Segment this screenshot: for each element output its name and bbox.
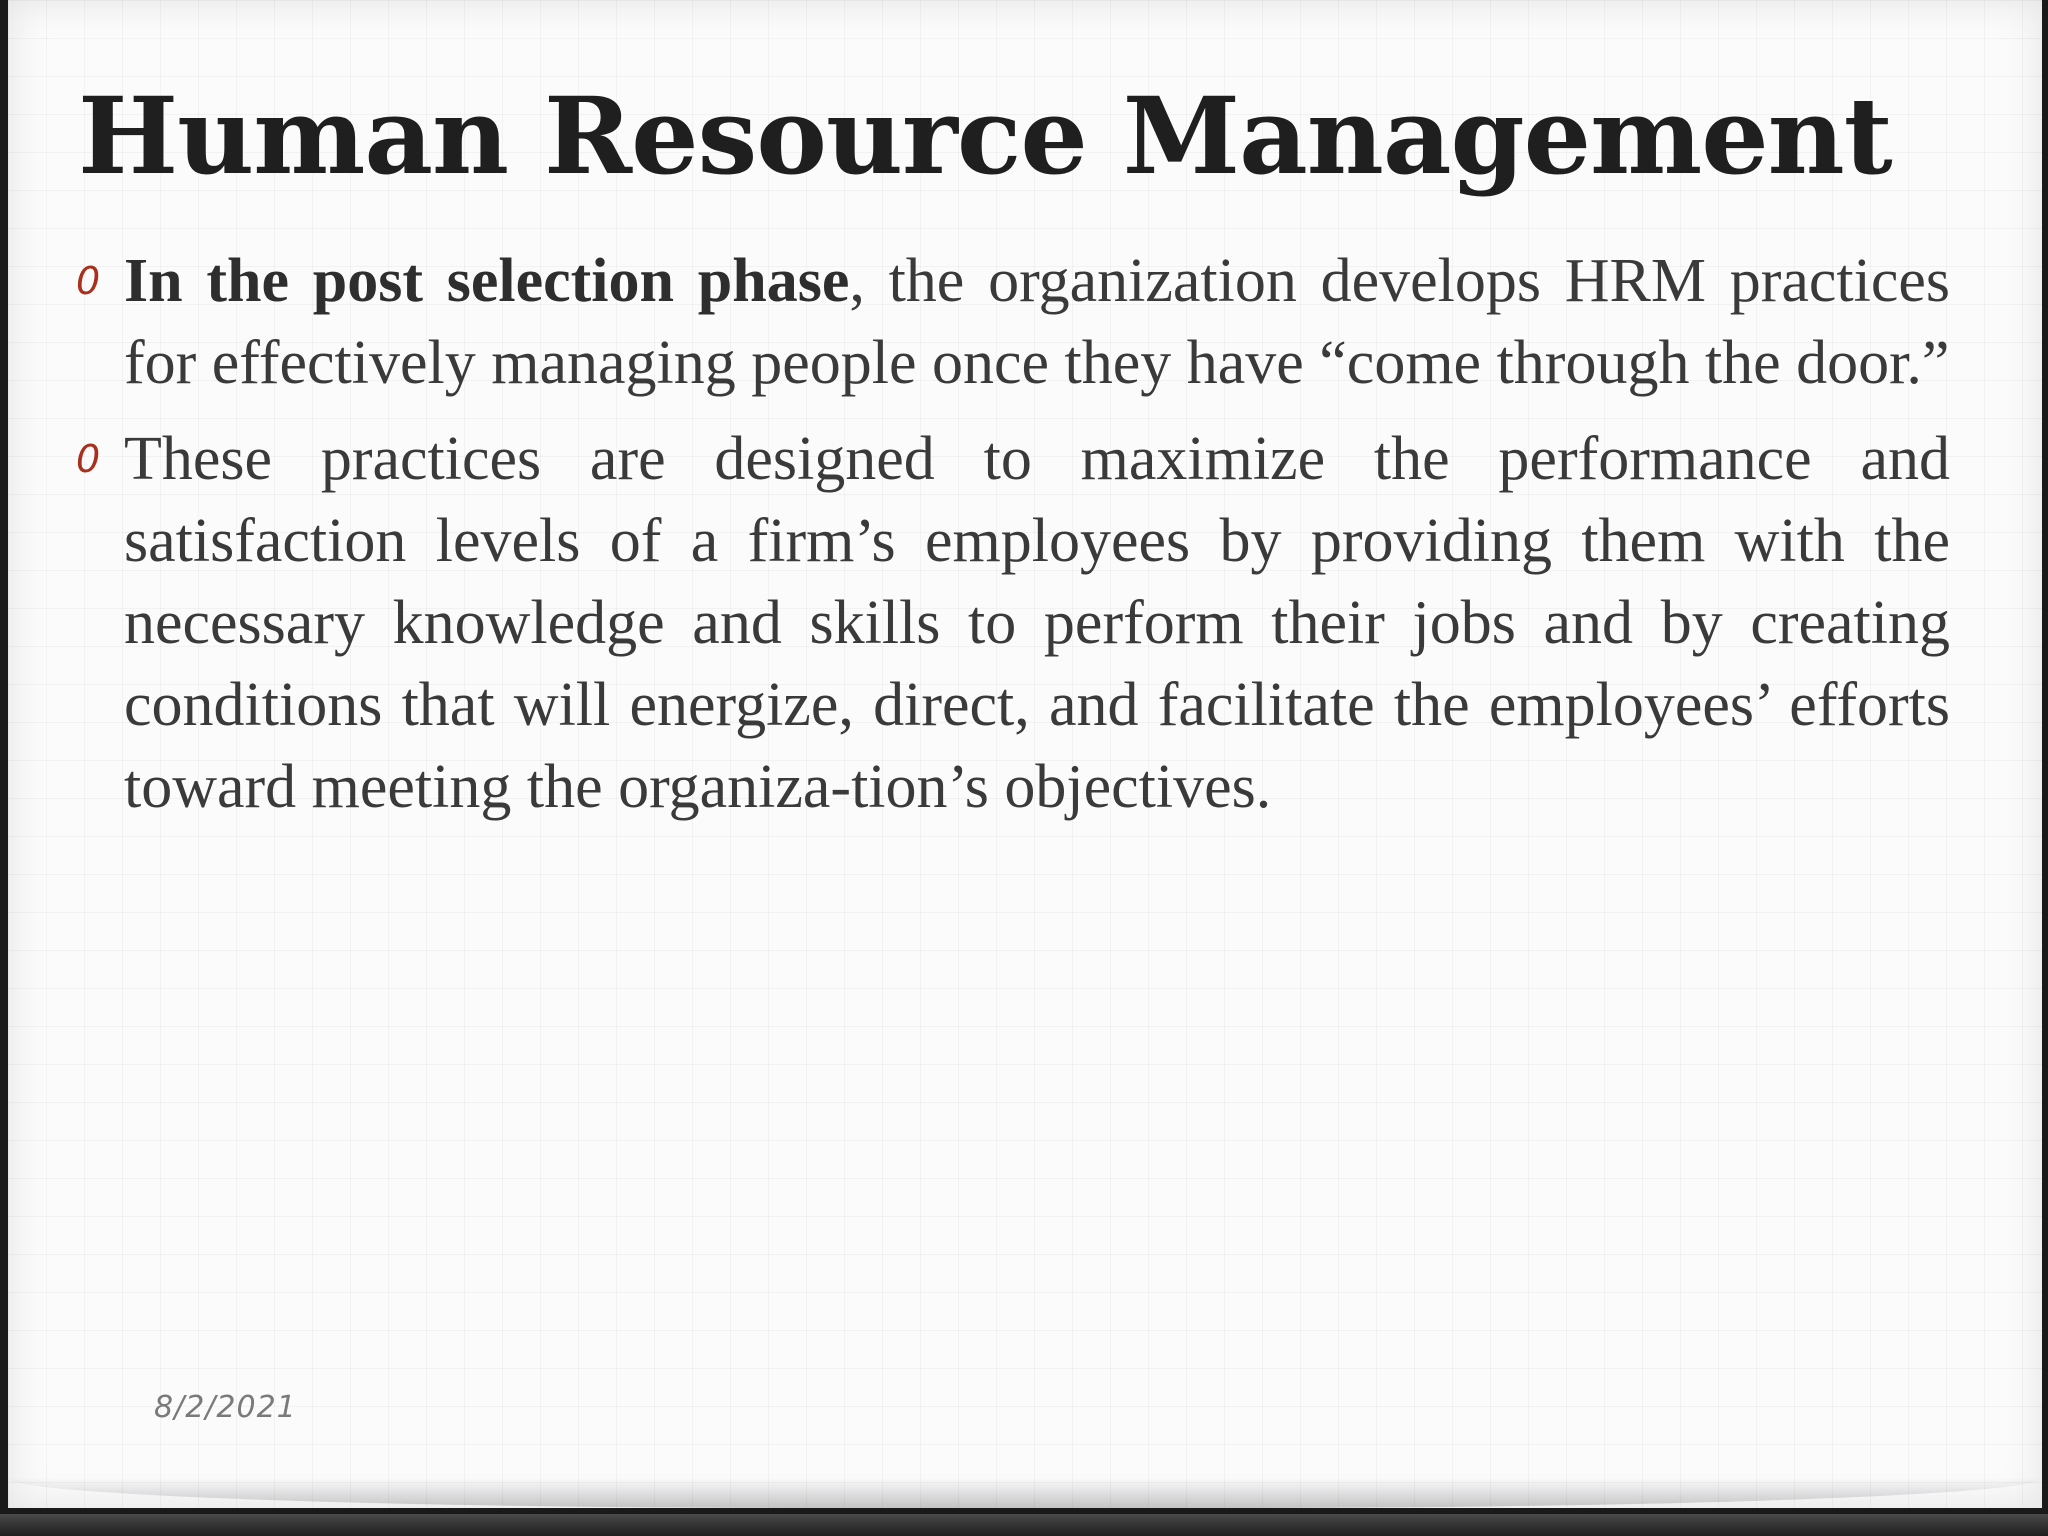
bullet-item xyxy=(70,418,1950,828)
bullet-item xyxy=(70,240,1950,404)
bullet-text: , the organization develops HRM practices for effectively managing people once they have “come through the door.” xyxy=(124,247,1950,397)
slide xyxy=(8,0,2042,1508)
slide-title: Human Resource Management xyxy=(78,73,1892,198)
bottom-strip xyxy=(0,1514,2048,1536)
bullet-marker: 0 xyxy=(76,437,101,481)
bullet-marker: 0 xyxy=(76,259,101,303)
bullet-list xyxy=(70,240,1950,842)
bullet-lead-text: In the post selection phase xyxy=(124,247,850,315)
footer-date: 8/2/2021 xyxy=(154,1390,297,1425)
bullet-text: These practices are designed to maximize the performance and satisfaction levels of a firm’s employees by providing them with the necessary knowledge and skills to perform their jobs and by creating conditions that will energize, direct, and facilitate the employees’ efforts toward meeting the organiza-tion’s objectives. xyxy=(124,425,1950,821)
